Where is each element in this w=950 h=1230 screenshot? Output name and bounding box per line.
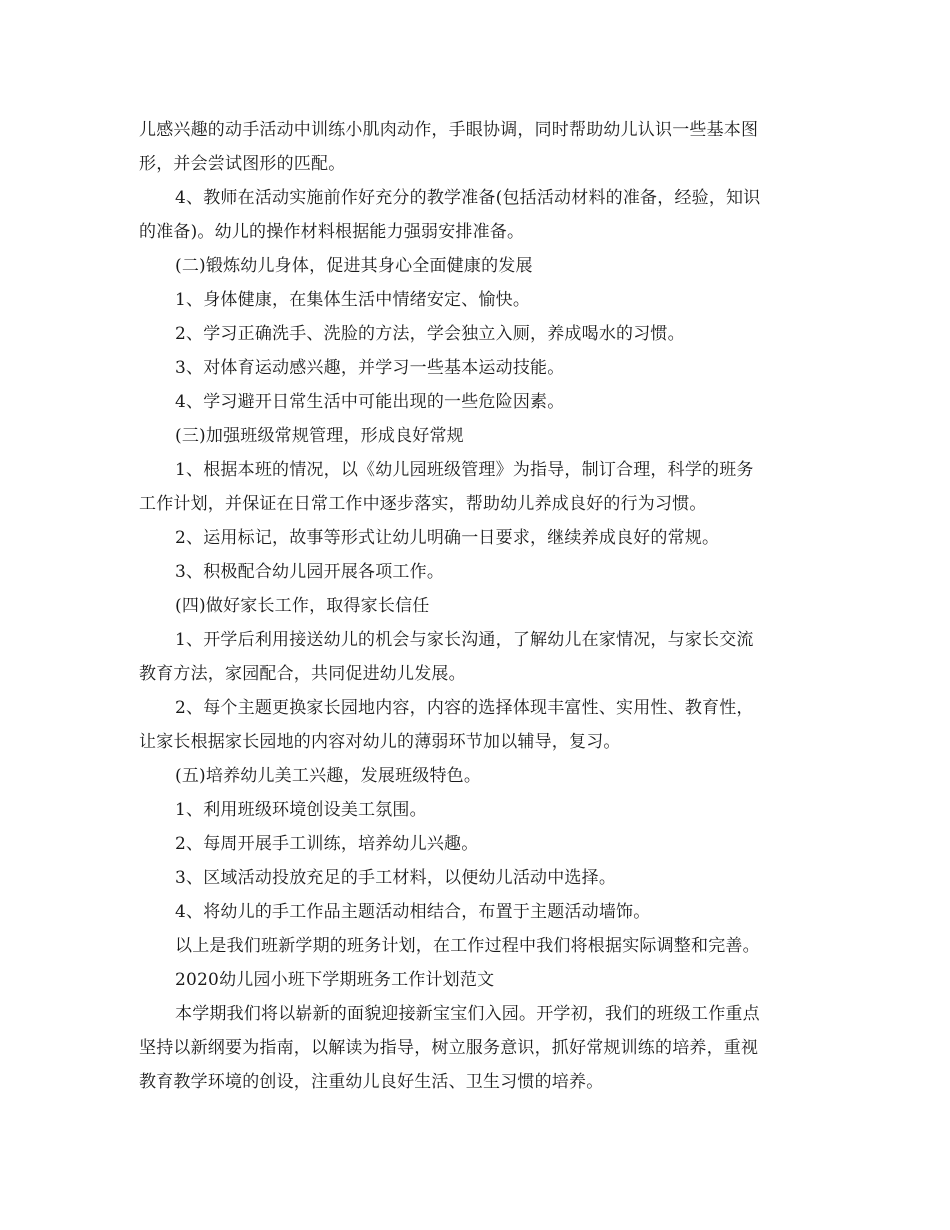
- paragraph-line: 工作计划，并保证在日常工作中逐步落实，帮助幼儿养成良好的行为习惯。: [139, 494, 707, 514]
- section-heading: (三)加强班级常规管理，形成良好常规: [175, 426, 464, 446]
- paragraph-line: 教育方法，家园配合，共同促进幼儿发展。: [139, 664, 466, 684]
- list-item: 1、身体健康，在集体生活中情绪安定、愉快。: [175, 290, 531, 310]
- list-item: 2、学习正确洗手、洗脸的方法，学会独立入厕，养成喝水的习惯。: [175, 324, 685, 344]
- paragraph-line: 让家长根据家长园地的内容对幼儿的薄弱环节加以辅导，复习。: [139, 732, 621, 752]
- list-item: 1、根据本班的情况，以《幼儿园班级管理》为指导，制订合理，科学的班务: [175, 460, 754, 480]
- paragraph-line: 坚持以新纲要为指南，以解读为指导，树立服务意识，抓好常规训练的培养，重视: [139, 1038, 759, 1058]
- list-item: 2、每周开展手工训练，培养幼儿兴趣。: [175, 834, 479, 854]
- list-item: 4、将幼儿的手工作品主题活动相结合，布置于主题活动墙饰。: [175, 902, 651, 922]
- section-heading: (二)锻炼幼儿身体，促进其身心全面健康的发展: [175, 256, 533, 276]
- document-title: 2020幼儿园小班下学期班务工作计划范文: [175, 970, 495, 990]
- paragraph-line: 儿感兴趣的动手活动中训练小肌肉动作，手眼协调，同时帮助幼儿认识一些基本图: [139, 120, 759, 140]
- paragraph-line: 以上是我们班新学期的班务计划，在工作过程中我们将根据实际调整和完善。: [175, 936, 760, 956]
- list-item: 3、区域活动投放充足的手工材料，以便幼儿活动中选择。: [175, 868, 617, 888]
- paragraph-line: 教育教学环境的创设，注重幼儿良好生活、卫生习惯的培养。: [139, 1072, 604, 1092]
- paragraph-line: 4、教师在活动实施前作好充分的教学准备(包括活动材料的准备，经验，知识: [175, 188, 761, 208]
- list-item: 3、对体育运动感兴趣，并学习一些基本运动技能。: [175, 358, 565, 378]
- section-heading: (五)培养幼儿美工兴趣，发展班级特色。: [175, 766, 482, 786]
- section-heading: (四)做好家长工作，取得家长信任: [175, 596, 430, 616]
- list-item: 3、积极配合幼儿园开展各项工作。: [175, 562, 445, 582]
- paragraph-line: 的准备)。幼儿的操作材料根据能力强弱安排准备。: [139, 222, 525, 242]
- paragraph-line: 本学期我们将以崭新的面貌迎接新宝宝们入园。开学初，我们的班级工作重点: [175, 1004, 760, 1024]
- list-item: 2、每个主题更换家长园地内容，内容的选择体现丰富性、实用性、教育性，: [175, 698, 754, 718]
- paragraph-line: 形，并会尝试图形的匹配。: [139, 154, 346, 174]
- list-item: 2、运用标记，故事等形式让幼儿明确一日要求，继续养成良好的常规。: [175, 528, 720, 548]
- list-item: 1、开学后利用接送幼儿的机会与家长沟通，了解幼儿在家情况，与家长交流: [175, 630, 754, 650]
- document-body: [139, 113, 815, 1099]
- list-item: 4、学习避开日常生活中可能出现的一些危险因素。: [175, 392, 565, 412]
- list-item: 1、利用班级环境创设美工氛围。: [175, 800, 427, 820]
